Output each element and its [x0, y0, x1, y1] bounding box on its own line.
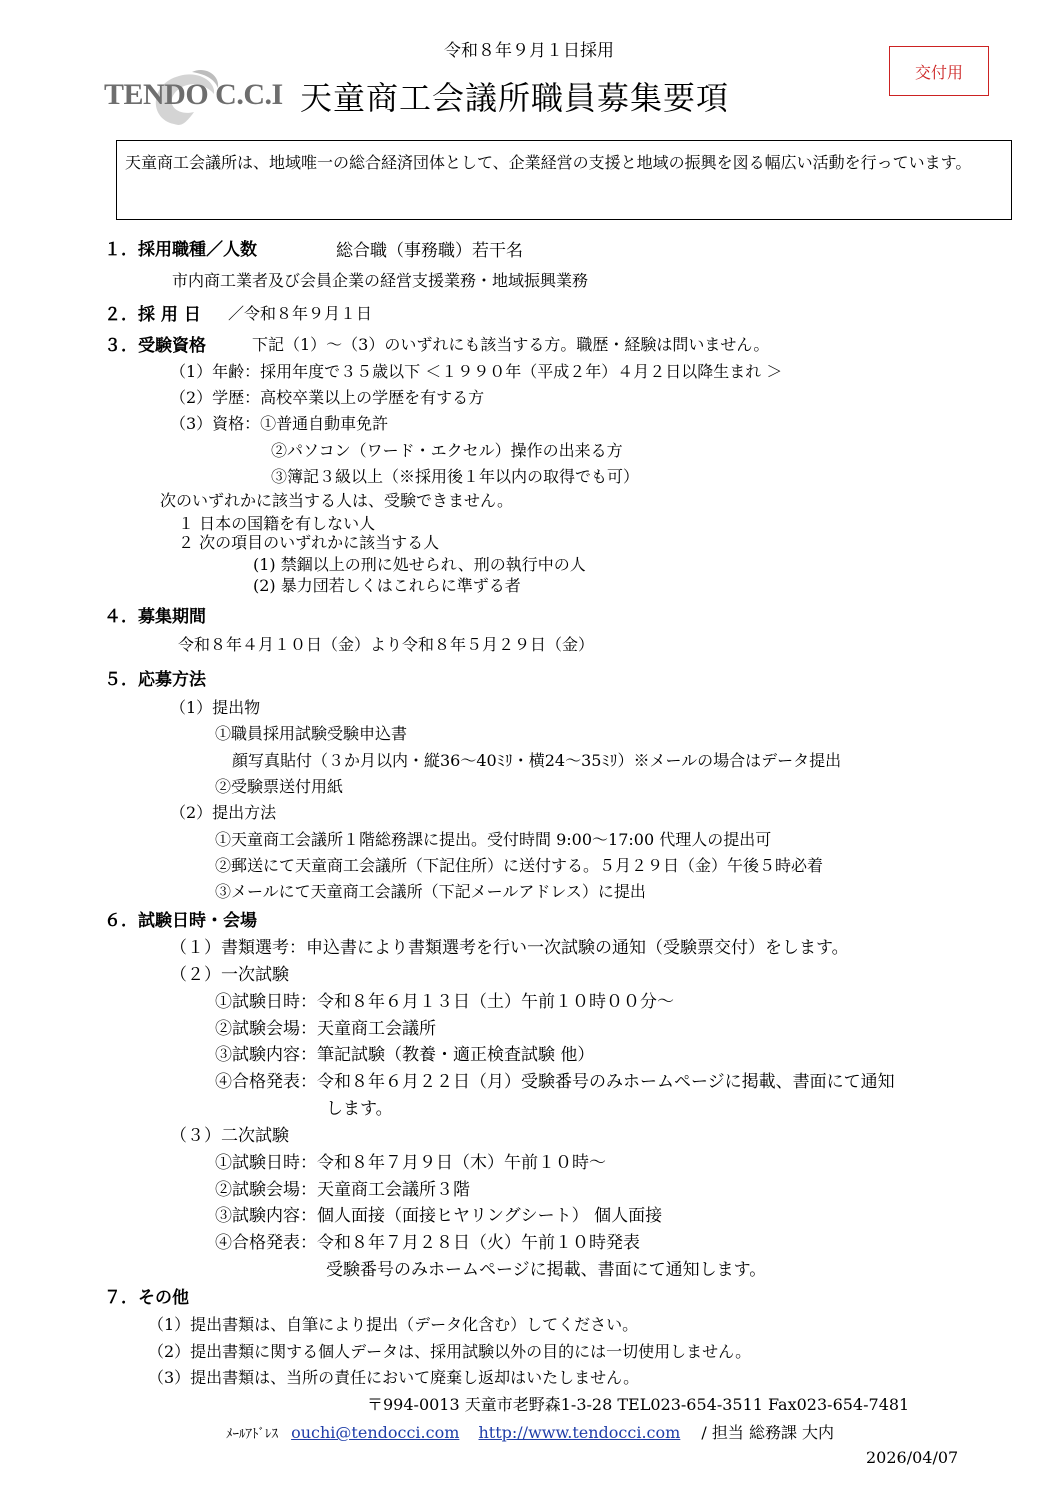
second-exam-venue: ②試験会場：天童商工会議所３階 — [215, 1180, 470, 1200]
first-exam-venue: ②試験会場：天童商工会議所 — [215, 1019, 436, 1039]
section-5-heading: ５．応募方法 — [104, 670, 206, 690]
submission-methods: （2）提出方法 — [170, 803, 277, 822]
exclusion-1: １ 日本の国籍を有しない人 — [178, 514, 376, 533]
first-exam-result: ④合格発表：令和８年６月２２日（月）受験番号のみホームページに掲載、書面にて通知 — [215, 1072, 895, 1092]
second-exam-content: ③試験内容：個人面接（面接ヒヤリングシート） 個人面接 — [215, 1206, 663, 1226]
exclusion-2: ２ 次の項目のいずれかに該当する人 — [178, 533, 440, 552]
submission-method-email: ③メールにて天童商工会議所（下記メールアドレス）に提出 — [215, 882, 646, 901]
submission-items: （1）提出物 — [170, 698, 261, 717]
qualification-bookkeeping: ③簿記３級以上（※採用後１年以内の取得でも可） — [271, 467, 640, 486]
other-note-1: （1）提出書類は、自筆により提出（データ化含む）してください。 — [148, 1315, 639, 1334]
other-note-2: （2）提出書類に関する個人データは、採用試験以外の目的には一切使用しません。 — [148, 1342, 752, 1361]
website-link[interactable]: http://www.tendocci.com — [478, 1423, 681, 1442]
section-3-heading: ３．受験資格 — [104, 336, 206, 356]
section-2-heading: ２．採 用 日 — [104, 305, 201, 325]
exclusion-lead: 次のいずれかに該当する人は、受験できません。 — [160, 491, 513, 510]
qualification-education: （2）学歴：高校卒業以上の学歴を有する方 — [170, 388, 485, 407]
qualification-pc: ②パソコン（ワード・エクセル）操作の出来る方 — [271, 441, 623, 460]
exclusion-2a: (1) 禁錮以上の刑に処せられ、刑の執行中の人 — [253, 555, 586, 574]
section-4-value: 令和８年４月１０日（金）より令和８年５月２９日（金） — [178, 635, 595, 654]
first-exam: （２）一次試験 — [170, 965, 289, 985]
adoption-date: 令和８年９月１日採用 — [444, 41, 614, 61]
page-title: 天童商工会議所職員募集要項 — [300, 79, 730, 117]
second-exam-result: ④合格発表：令和８年７月２８日（火）午前１０時発表 — [215, 1233, 640, 1253]
submission-item-application: ①職員採用試験受験申込書 — [215, 724, 408, 743]
submission-method-direct: ①天童商工会議所１階総務課に提出。受付時間 9:00～17:00 代理人の提出可 — [215, 830, 772, 849]
exclusion-2b: (2) 暴力団若しくはこれらに準ずる者 — [253, 576, 521, 595]
logo — [104, 64, 284, 134]
second-exam-result-cont: 受験番号のみホームページに掲載、書面にて通知します。 — [326, 1260, 767, 1280]
section-3-lead: 下記（1）～（3）のいずれにも該当する方。職歴・経験は問いません。 — [252, 335, 770, 354]
footer-address: 〒994-0013 天童市老野森1-3-28 TEL023-654-3511 Fax023-654-7481 — [367, 1395, 910, 1414]
qualification-age: （1）年齢：採用年度で３５歳以下 ＜１９９０年（平成２年）４月２日以降生まれ ＞ — [170, 362, 783, 381]
first-exam-date: ①試験日時：令和８年６月１３日（土）午前１０時００分～ — [215, 992, 674, 1012]
section-1-value: 総合職（事務職）若干名 — [336, 241, 523, 261]
section-2-value: ／令和８年９月１日 — [228, 304, 373, 323]
first-exam-result-cont: します。 — [326, 1099, 393, 1119]
section-1-detail: 市内商工業者及び会員企業の経営支援業務・地域振興業務 — [172, 271, 589, 290]
submission-item-envelope: ②受験票送付用紙 — [215, 777, 344, 796]
contact-person: / 担当 総務課 大内 — [701, 1423, 835, 1442]
footer-contact-line — [226, 1420, 834, 1443]
issue-stamp: 交付用 — [889, 46, 989, 96]
mail-label: ﾒｰﾙｱﾄﾞﾚｽ — [226, 1427, 278, 1442]
logo-text: TENDO C.C.I — [104, 78, 283, 111]
document-screening: （１）書類選考：申込書により書類選考を行い一次試験の通知（受験票交付）をします。 — [170, 938, 849, 958]
document-date: 2026/04/07 — [866, 1448, 959, 1467]
submission-method-mail: ②郵送にて天童商工会議所（下記住所）に送付する。５月２９日（金）午後５時必着 — [215, 856, 824, 875]
qualification-license: （3）資格：①普通自動車免許 — [170, 414, 389, 433]
email-link[interactable]: ouchi@tendocci.com — [291, 1423, 460, 1442]
section-1-heading: １．採用職種／人数 — [104, 240, 257, 260]
other-note-3: （3）提出書類は、当所の責任において廃棄し返却はいたしません。 — [148, 1368, 640, 1387]
first-exam-content: ③試験内容：筆記試験（教養・適正検査試験 他） — [215, 1045, 595, 1065]
second-exam: （３）二次試験 — [170, 1126, 289, 1146]
section-6-heading: ６．試験日時・会場 — [104, 911, 257, 931]
section-4-heading: ４．募集期間 — [104, 607, 206, 627]
submission-item-photo: 顔写真貼付（３か月以内・縦36～40ﾐﾘ・横24～35ﾐﾘ）※メールの場合はデータ提出 — [232, 751, 842, 770]
section-7-heading: ７．その他 — [104, 1288, 189, 1308]
second-exam-date: ①試験日時：令和８年７月９日（木）午前１０時～ — [215, 1153, 606, 1173]
intro-box: 天童商工会議所は、地域唯一の総合経済団体として、企業経営の支援と地域の振興を図る幅広い活動を行っています。 — [116, 140, 1012, 220]
